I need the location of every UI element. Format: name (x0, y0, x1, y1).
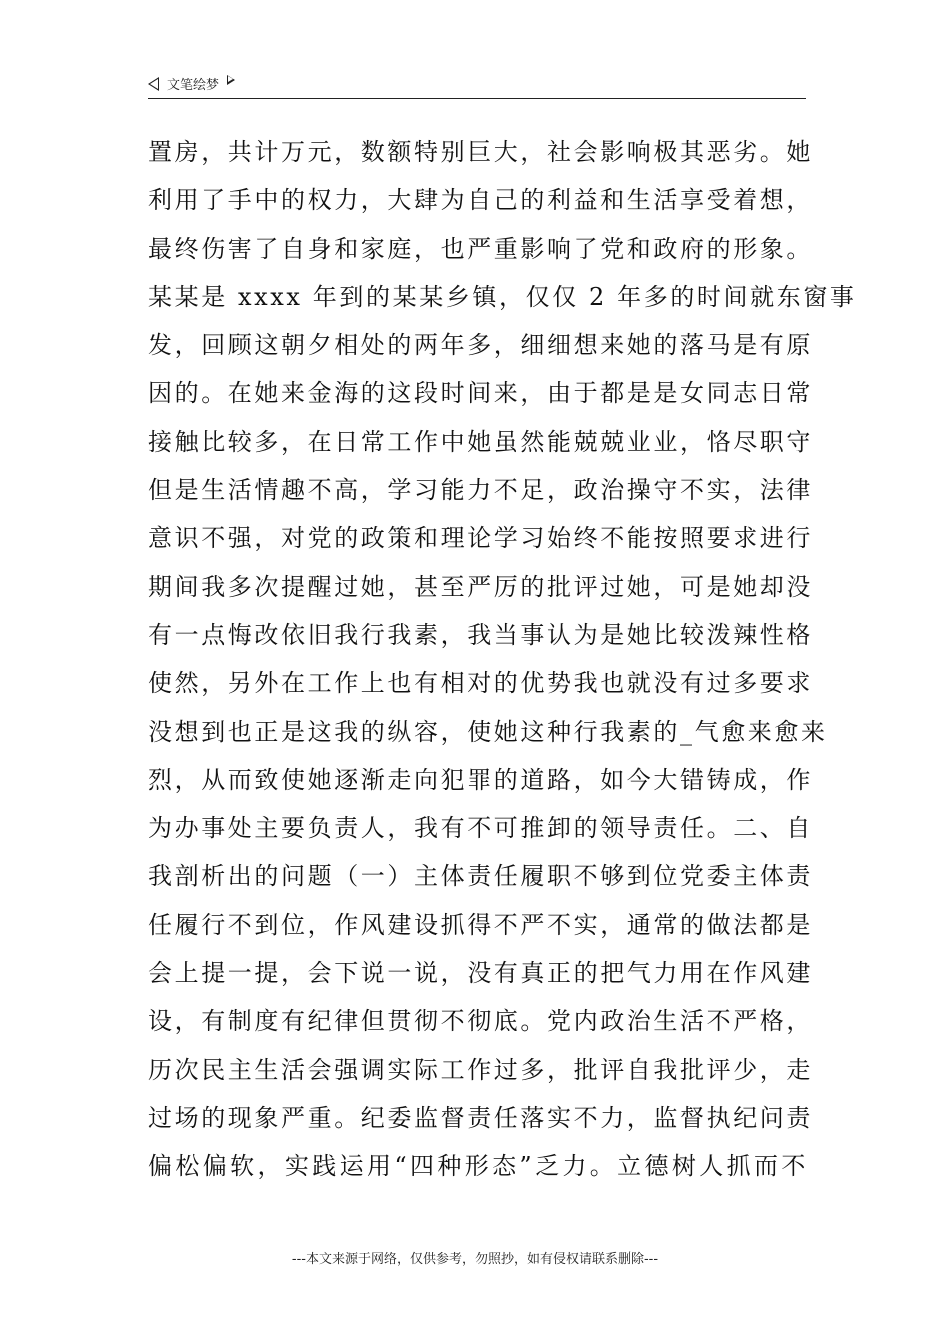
header-brand (148, 74, 235, 93)
text-line: 因的。在她来金海的这段时间来，由于都是是女同志日常 (148, 379, 813, 408)
text-line: 期间我多次提醒过她，甚至严厉的批评过她，可是她却没 (148, 572, 813, 601)
text-line: 发，回顾这朝夕相处的两年多，细细想来她的落马是有原 (148, 331, 813, 360)
header-title: 文笔绘梦 (167, 78, 220, 93)
text-line: 任履行不到位，作风建设抓得不严不实，通常的做法都是 (148, 910, 813, 939)
text-line: 烈，从而致使她逐渐走向犯罪的道路，如今大错铸成，作 (148, 765, 813, 794)
text-line: 使然，另外在工作上也有相对的优势我也就没有过多要求 (148, 669, 813, 698)
text-line: 设，有制度有纪律但贯彻不彻底。党内政治生活不严格， (148, 1007, 813, 1036)
footer-disclaimer: ---本文来源于网络，仅供参考，勿照抄，如有侵权请联系删除--- (291, 1252, 659, 1267)
text-line: 接触比较多，在日常工作中她虽然能兢兢业业，恪尽职守 (148, 427, 813, 456)
text-line: 过场的现象严重。纪委监督责任落实不力，监督执纪问责 (148, 1103, 813, 1132)
text-line: 最终伤害了自身和家庭，也严重影响了党和政府的形象。 (148, 234, 813, 263)
text-line: 会上提一提，会下说一说，没有真正的把气力用在作风建 (148, 959, 813, 988)
page-header (148, 72, 806, 99)
right-triangle-icon (227, 75, 235, 85)
text-line: 置房，共计万元，数额特别巨大，社会影响极其恶劣。她 (148, 138, 813, 166)
text-line: 利用了手中的权力，大肆为自己的利益和生活享受着想， (148, 186, 813, 215)
text-line: 意识不强，对党的政策和理论学习始终不能按照要求进行 (148, 524, 813, 553)
text-line: 我剖析出的问题（一）主体责任履职不够到位党委主体责 (148, 862, 813, 891)
text-line: 某某是 xxxx 年到的某某乡镇，仅仅 2 年多的时间就东窗事 (148, 282, 857, 311)
document-body (148, 134, 857, 1197)
text-line: 历次民主生活会强调实际工作过多，批评自我批评少，走 (148, 1055, 813, 1084)
text-line: 偏松偏软，实践运用“四种形态”乏力。立德树人抓而不 (148, 1152, 808, 1181)
text-line: 有一点悔改依旧我行我素，我当事认为是她比较泼辣性格 (148, 620, 813, 649)
text-line: 为办事处主要负责人，我有不可推卸的领导责任。二、自 (148, 814, 813, 843)
left-triangle-icon (148, 77, 159, 91)
text-line: 没想到也正是这我的纵容，使她这种行我素的_气愈来愈来 (148, 717, 828, 746)
text-line: 但是生活情趣不高，学习能力不足，政治操守不实，法律 (148, 476, 813, 505)
